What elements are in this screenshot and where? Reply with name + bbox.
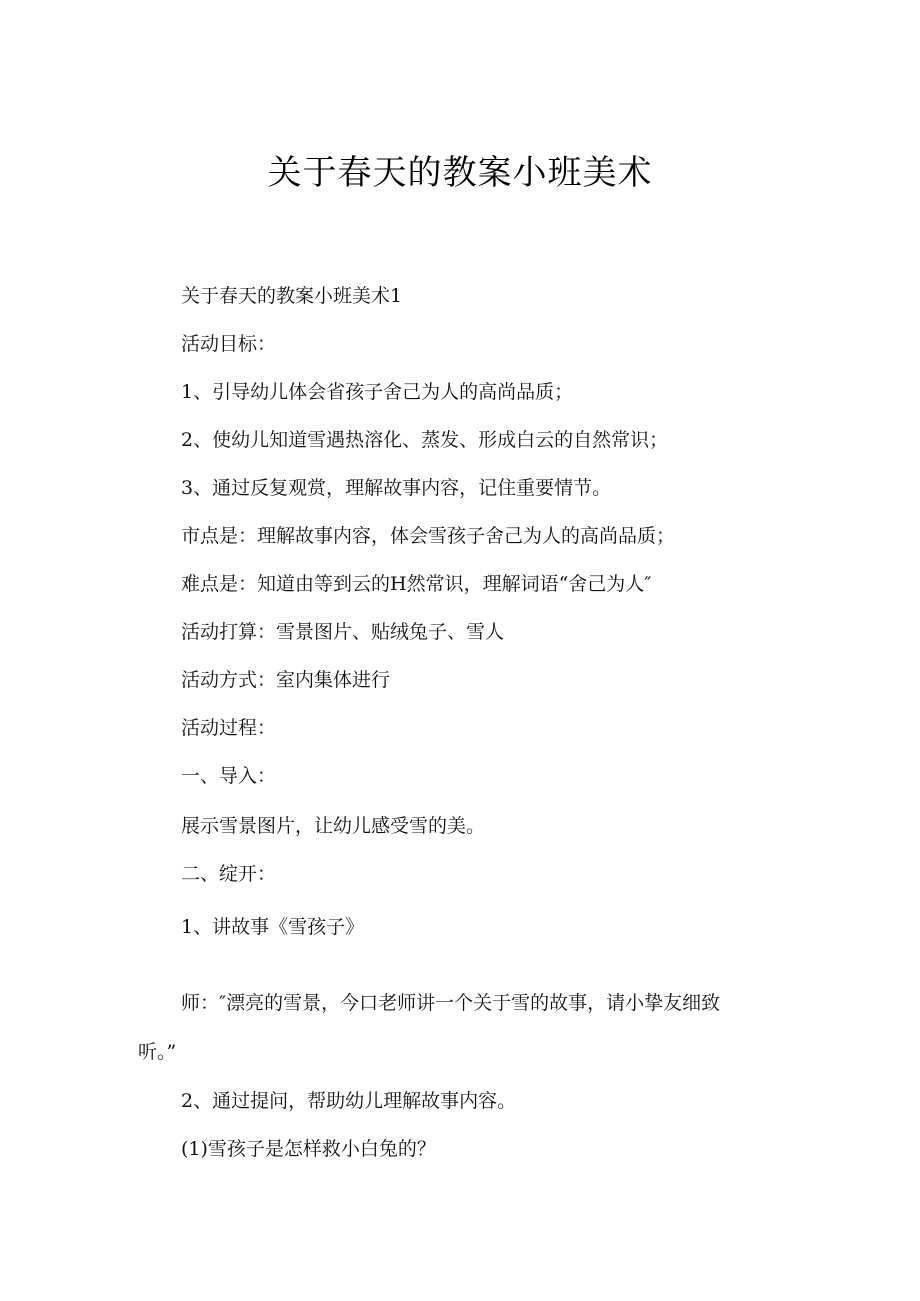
paragraph-line: 2、通过提问，帮助幼儿理解故事内容。 xyxy=(181,1090,517,1112)
paragraph-line: 一、导入： xyxy=(181,765,277,787)
document-title: 关于春天的教案小班美术 xyxy=(267,153,653,193)
paragraph-line: 活动打算：雪景图片、贴绒兔子、雪人 xyxy=(181,621,505,643)
paragraph-line: 二、绽开： xyxy=(181,863,277,885)
paragraph-line: 师：″漂亮的雪景，今口老师讲一个关于雪的故事，请小挚友细致 xyxy=(181,992,721,1014)
paragraph-line: 3、通过反复观赏，理解故事内容，记住重要情节。 xyxy=(181,477,612,499)
section-heading: 关于春天的教案小班美术1 xyxy=(181,285,403,307)
paragraph-line: 市点是：理解故事内容，体会雪孩子舍己为人的高尚品质； xyxy=(181,525,676,547)
paragraph-line: 难点是：知道由等到云的H然常识，理解词语“舍己为人″ xyxy=(181,573,652,595)
paragraph-line: 活动目标： xyxy=(181,333,277,355)
paragraph-line: 1、引导幼儿体会省孩子舍己为人的高尚品质； xyxy=(181,381,574,403)
paragraph-line: 展示雪景图片，让幼儿感受雪的美。 xyxy=(181,815,486,837)
paragraph-line: 活动方式：室内集体进行 xyxy=(181,669,391,691)
paragraph-line: 1、讲故事《雪孩子》 xyxy=(181,916,365,938)
paragraph-line: 2、使幼儿知道雪遇热溶化、蒸发、形成白云的自然常识； xyxy=(181,429,669,451)
paragraph-line: 听。” xyxy=(138,1041,177,1063)
paragraph-line: 活动过程： xyxy=(181,717,277,739)
paragraph-line: (1)雪孩子是怎样救小白兔的？ xyxy=(181,1138,436,1160)
